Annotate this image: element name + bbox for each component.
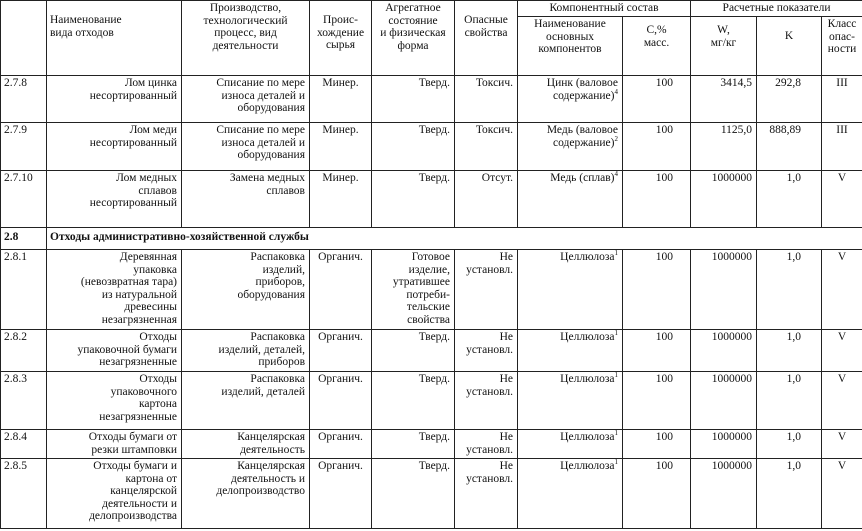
row-w-text: 1000000: [711, 460, 753, 472]
row-component-text: Целлюлоза: [560, 251, 615, 263]
header-process: Производство, технологический процесс, вид деятельности: [182, 1, 310, 76]
table-row: [1, 123, 862, 171]
footnote-ref: 1: [614, 371, 618, 380]
row-w: [691, 250, 757, 330]
row-origin-text: Минер.: [322, 77, 359, 89]
footnote-ref: 2: [614, 134, 618, 143]
row-hazard: [455, 171, 518, 228]
header-hazard: Опасные свойства: [455, 1, 518, 76]
row-code-text: 2.7.9: [4, 124, 27, 136]
rows-group-a: [1, 76, 862, 228]
row-state: [372, 171, 455, 228]
row-process: [182, 459, 310, 529]
rows-group-b: [1, 250, 862, 529]
row-hazard-text: Токсич.: [475, 124, 513, 136]
row-name-text: Лом цинка несортированный: [89, 77, 177, 102]
row-name: [47, 250, 182, 330]
row-conc: [623, 430, 691, 459]
row-k: [757, 372, 822, 430]
row-code: [1, 171, 47, 228]
footnote-ref: 1: [614, 329, 618, 338]
row-k-text: 888,89: [769, 124, 802, 136]
row-component-text: Целлюлоза: [560, 373, 615, 385]
section-title: Отходы административно-хозяйственной службы: [47, 228, 862, 250]
row-k-text: 1,0: [786, 251, 802, 263]
row-hazard-text: Не установл.: [466, 251, 513, 276]
row-origin-text: Минер.: [322, 124, 359, 136]
row-origin-text: Органич.: [318, 460, 363, 472]
row-component: [518, 250, 623, 330]
row-state: [372, 250, 455, 330]
row-w-text: 3414,5: [720, 77, 753, 89]
header-class: Класс опас- ности: [822, 17, 862, 76]
table-row: [1, 459, 862, 529]
row-class-text: V: [837, 373, 847, 385]
header-component: Наименование основных компонентов: [518, 17, 623, 76]
row-k: [757, 250, 822, 330]
row-w: [691, 459, 757, 529]
row-code: [1, 372, 47, 430]
row-component-text: Медь (сплав): [550, 172, 615, 184]
row-state-text: Тверд.: [418, 331, 450, 343]
row-code-text: 2.8.4: [4, 431, 27, 443]
row-state-text: Готовое изделие, утратившее потреби- тельские свойства: [392, 251, 450, 326]
row-name: [47, 459, 182, 529]
footnote-ref: 1: [614, 458, 618, 467]
row-process-text: Канцелярская деятельность: [237, 431, 305, 456]
row-state-text: Тверд.: [418, 77, 450, 89]
table-row: [1, 372, 862, 430]
row-name: [47, 372, 182, 430]
header-group-composition: Компонентный состав: [518, 1, 691, 17]
row-w-text: 1000000: [711, 172, 753, 184]
row-origin: [310, 250, 372, 330]
row-name: [47, 430, 182, 459]
row-code-text: 2.7.8: [4, 77, 27, 89]
row-code-text: 2.8.1: [4, 251, 27, 263]
row-origin: [310, 459, 372, 529]
row-name: [47, 76, 182, 123]
row-origin: [310, 76, 372, 123]
row-class: [822, 430, 862, 459]
row-hazard-text: Не установл.: [466, 460, 513, 485]
header-state: Агрегатное состояние и физическая форма: [372, 1, 455, 76]
section-code: 2.8: [1, 228, 47, 250]
section-row: [1, 228, 862, 250]
row-conc-text: 100: [655, 373, 674, 385]
row-conc: [623, 250, 691, 330]
row-code: [1, 459, 47, 529]
header-k: K: [757, 17, 822, 76]
row-class: [822, 459, 862, 529]
row-component: [518, 76, 623, 123]
row-k: [757, 430, 822, 459]
header-code: [1, 1, 47, 76]
row-process-text: Канцелярская деятельность и делопроизводство: [216, 460, 305, 497]
row-process: [182, 76, 310, 123]
row-state-text: Тверд.: [418, 431, 450, 443]
row-component-text: Цинк (валовое содержание): [546, 77, 618, 102]
row-conc: [623, 459, 691, 529]
row-process-text: Замена медных сплавов: [229, 172, 305, 197]
row-class: [822, 171, 862, 228]
row-w: [691, 430, 757, 459]
row-hazard: [455, 430, 518, 459]
row-conc-text: 100: [655, 431, 674, 443]
row-name: [47, 330, 182, 372]
row-origin-text: Органич.: [318, 431, 363, 443]
row-hazard: [455, 459, 518, 529]
row-hazard-text: Отсут.: [481, 172, 513, 184]
row-name-text: Лом меди несортированный: [89, 124, 177, 149]
row-class-text: III: [836, 124, 848, 136]
row-state: [372, 459, 455, 529]
row-k: [757, 330, 822, 372]
row-code-text: 2.8.2: [4, 331, 27, 343]
row-state-text: Тверд.: [418, 373, 450, 385]
row-conc-text: 100: [655, 124, 674, 136]
row-state-text: Тверд.: [418, 460, 450, 472]
row-name: [47, 123, 182, 171]
row-hazard: [455, 330, 518, 372]
row-conc-text: 100: [655, 460, 674, 472]
row-k: [757, 76, 822, 123]
row-component-text: Медь (валовое содержание): [546, 124, 618, 149]
row-code-text: 2.8.5: [4, 460, 27, 472]
row-origin-text: Минер.: [322, 172, 359, 184]
row-class: [822, 76, 862, 123]
row-conc-text: 100: [655, 331, 674, 343]
row-w-text: 1125,0: [720, 124, 753, 136]
row-origin: [310, 330, 372, 372]
row-class-text: V: [837, 460, 847, 472]
row-code: [1, 76, 47, 123]
row-component-text: Целлюлоза: [560, 331, 615, 343]
row-class: [822, 330, 862, 372]
row-hazard: [455, 76, 518, 123]
row-name-text: Отходы бумаги и картона от канцелярской деятельности и делопроизводства: [89, 460, 177, 522]
header-origin: Проис- хождение сырья: [310, 1, 372, 76]
row-code: [1, 250, 47, 330]
table-row: [1, 250, 862, 330]
row-state: [372, 76, 455, 123]
row-hazard: [455, 372, 518, 430]
row-name-text: Отходы упаковочной бумаги незагрязненные: [77, 331, 177, 368]
row-component: [518, 372, 623, 430]
row-k: [757, 123, 822, 171]
table-row: [1, 430, 862, 459]
row-process: [182, 250, 310, 330]
row-class: [822, 372, 862, 430]
row-origin-text: Органич.: [318, 373, 363, 385]
row-class-text: V: [837, 431, 847, 443]
row-class-text: V: [837, 251, 847, 263]
row-hazard-text: Не установл.: [466, 431, 513, 456]
row-w-text: 1000000: [711, 431, 753, 443]
row-class-text: V: [837, 331, 847, 343]
row-k-text: 1,0: [786, 460, 802, 472]
row-conc-text: 100: [655, 172, 674, 184]
row-name-text: Лом медных сплавов несортированный: [89, 172, 177, 209]
row-process-text: Распаковка изделий, деталей, приборов: [218, 331, 305, 368]
footnote-ref: 1: [614, 429, 618, 438]
row-hazard-text: Не установл.: [466, 373, 513, 398]
row-origin: [310, 430, 372, 459]
row-code-text: 2.7.10: [4, 172, 33, 184]
row-origin-text: Органич.: [318, 331, 363, 343]
row-state-text: Тверд.: [418, 124, 450, 136]
row-k-text: 1,0: [786, 172, 802, 184]
row-conc: [623, 330, 691, 372]
row-name-text: Отходы упаковочного картона незагрязненные: [99, 373, 177, 423]
row-origin: [310, 123, 372, 171]
footnote-ref: 4: [614, 87, 618, 96]
row-origin: [310, 372, 372, 430]
row-hazard-text: Не установл.: [466, 331, 513, 356]
row-code: [1, 330, 47, 372]
row-class-text: V: [837, 172, 847, 184]
header-w: W, мг/кг: [691, 17, 757, 76]
row-conc: [623, 76, 691, 123]
row-hazard-text: Токсич.: [475, 77, 513, 89]
row-code-text: 2.8.3: [4, 373, 27, 385]
footnote-ref: 1: [614, 249, 618, 258]
row-process: [182, 430, 310, 459]
row-k: [757, 459, 822, 529]
header-name: Наименование вида отходов: [47, 1, 182, 76]
row-state-text: Тверд.: [418, 172, 450, 184]
row-component-text: Целлюлоза: [560, 431, 615, 443]
row-name: [47, 171, 182, 228]
row-process-text: Списание по мере износа деталей и оборудования: [216, 124, 305, 161]
row-k-text: 1,0: [786, 331, 802, 343]
row-component: [518, 330, 623, 372]
row-w: [691, 330, 757, 372]
header-conc: C,% масс.: [623, 17, 691, 76]
row-name-text: Деревянная упаковка (невозвратная тара) из натуральной древесины незагрязненная: [80, 251, 177, 326]
row-w: [691, 171, 757, 228]
row-conc: [623, 372, 691, 430]
row-k: [757, 171, 822, 228]
row-code: [1, 123, 47, 171]
row-k-text: 1,0: [786, 373, 802, 385]
row-state: [372, 330, 455, 372]
row-w: [691, 372, 757, 430]
row-name-text: Отходы бумаги от резки штамповки: [88, 431, 177, 456]
row-conc-text: 100: [655, 251, 674, 263]
row-class: [822, 250, 862, 330]
row-process-text: Списание по мере износа деталей и оборудования: [216, 77, 305, 114]
row-class-text: III: [836, 77, 848, 89]
row-process: [182, 330, 310, 372]
row-state: [372, 372, 455, 430]
header-group-calc: Расчетные показатели: [691, 1, 862, 17]
row-component: [518, 123, 623, 171]
row-w-text: 1000000: [711, 331, 753, 343]
row-hazard: [455, 250, 518, 330]
row-component-text: Целлюлоза: [560, 460, 615, 472]
row-origin-text: Органич.: [318, 251, 363, 263]
row-code: [1, 430, 47, 459]
row-process: [182, 171, 310, 228]
row-process: [182, 372, 310, 430]
row-process: [182, 123, 310, 171]
row-k-text: 292,8: [775, 77, 802, 89]
row-origin: [310, 171, 372, 228]
row-w-text: 1000000: [711, 251, 753, 263]
row-process-text: Распаковка изделий, приборов, оборудования: [237, 251, 305, 301]
row-k-text: 1,0: [786, 431, 802, 443]
row-component: [518, 430, 623, 459]
row-process-text: Распаковка изделий, деталей: [221, 373, 305, 398]
row-conc: [623, 171, 691, 228]
row-w: [691, 76, 757, 123]
row-state: [372, 123, 455, 171]
footnote-ref: 4: [614, 170, 618, 179]
row-component: [518, 171, 623, 228]
row-conc-text: 100: [655, 77, 674, 89]
table-row: [1, 171, 862, 228]
row-component: [518, 459, 623, 529]
table-row: [1, 76, 862, 123]
row-hazard: [455, 123, 518, 171]
table-row: [1, 330, 862, 372]
row-class: [822, 123, 862, 171]
row-conc: [623, 123, 691, 171]
row-w: [691, 123, 757, 171]
row-state: [372, 430, 455, 459]
header-row-top: [1, 1, 862, 17]
row-w-text: 1000000: [711, 373, 753, 385]
